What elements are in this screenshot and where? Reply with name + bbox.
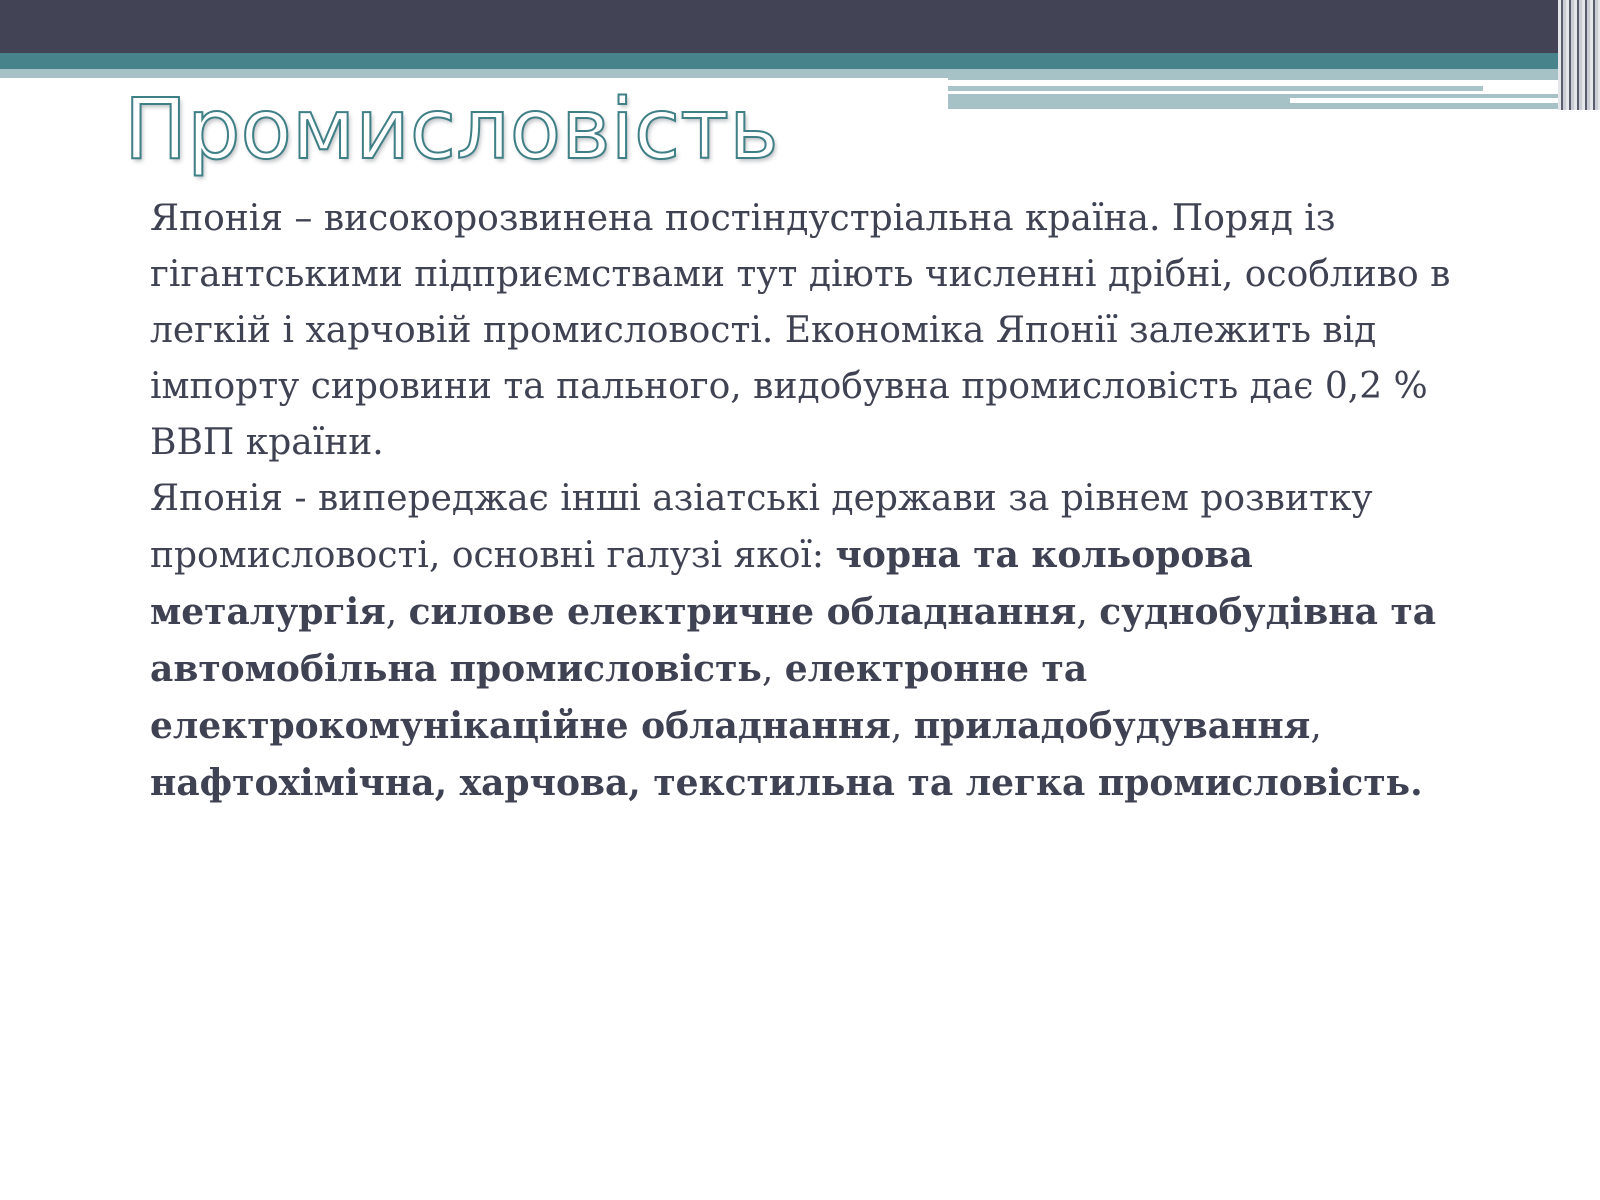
industry-electrical-equipment: силове електричне обладнання xyxy=(408,591,1077,633)
header-bar-teal xyxy=(0,53,1558,69)
header-bar-light-left xyxy=(0,69,948,78)
separator: , xyxy=(890,706,914,747)
slide-body xyxy=(150,191,1470,812)
separator: , xyxy=(761,649,785,690)
slide-title: Промисловість xyxy=(124,80,779,178)
industry-electronics: електронне та електрокомунікаційне обладнання xyxy=(150,648,1088,747)
edge-stripes-decoration xyxy=(1558,0,1600,110)
header-white-slit xyxy=(1290,98,1558,103)
header-bar-light-right xyxy=(948,69,1558,80)
separator: , xyxy=(385,592,409,633)
paragraph-economy: Японія – високорозвинена постіндустріальна країна. Поряд із гігантськими підприємствами тут діють численні дрібні, особливо в легкій і харчовій промисловості. Економіка Японії залежить від імпорту сировини та пального, видобувна промисловість дає 0,2 % ВВП країни. xyxy=(150,198,1451,463)
header-bar-dark xyxy=(0,0,1558,53)
industry-shipbuilding-automotive: суднобудівна та автомобільна промисловість xyxy=(150,591,1437,690)
industries-intro: Японія - випереджає інші азіатські держави за рівнем розвитку промисловості, основні галузі якої: xyxy=(150,478,1373,576)
separator: , xyxy=(1076,592,1100,633)
paragraph-industries xyxy=(150,471,1470,812)
industry-petrochemical-food-textile: нафтохімічна, харчова, текстильна та легка промисловість. xyxy=(150,762,1423,804)
header-thin-line xyxy=(948,86,1483,91)
separator: , xyxy=(1310,706,1322,747)
industry-metallurgy: чорна та кольорова металургія xyxy=(150,534,1253,633)
industry-instrument-making: приладобудування xyxy=(913,705,1311,747)
